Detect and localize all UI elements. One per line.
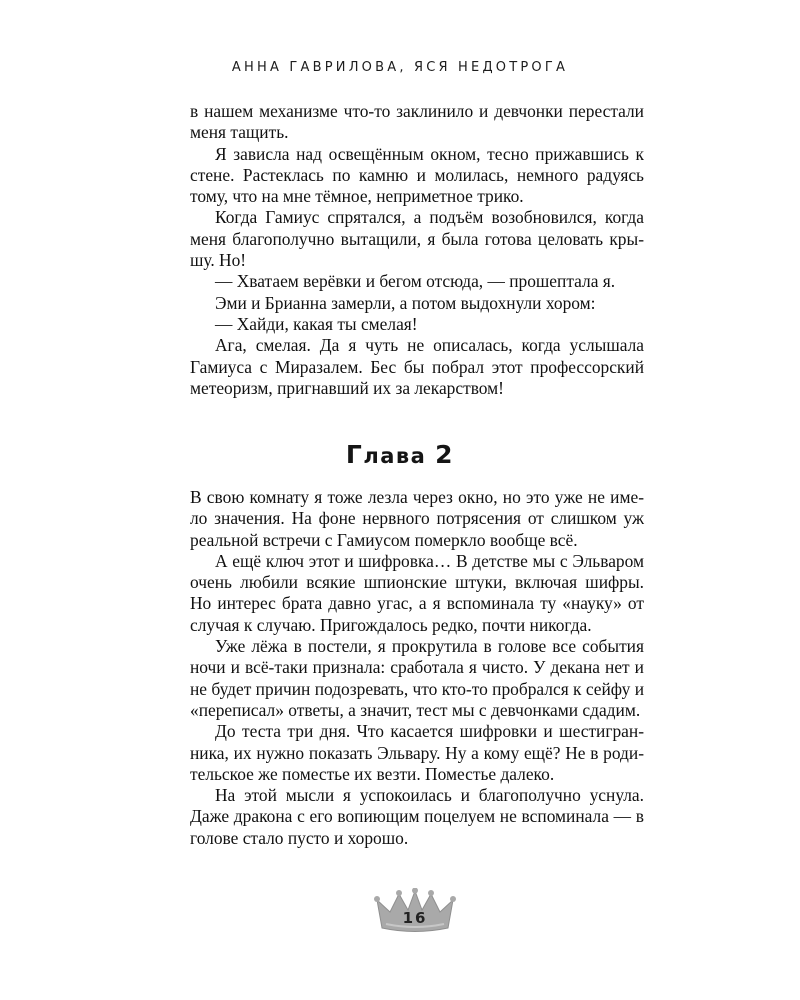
chapter-number: 2 [435,440,455,469]
running-head: АННА ГАВРИЛОВА, ЯСЯ НЕДОТРОГА [231,60,569,75]
folio [372,888,458,938]
body-text-top [190,101,644,399]
paragraph: Эми и Брианна замерли, а потом выдохнули хором: [215,292,596,313]
chapter-title-initial: Г [345,440,364,469]
paragraph: в нашем механизме что-то заклинило и девчонки перестали меня тащить. [190,101,644,143]
chapter-title-rest: лава [363,444,427,468]
paragraph: Когда Гамиус спрятался, а подъём возобновился, когда меня благополучно вытащили, я была готова целовать крышу. Но! [190,207,644,271]
paragraph: До теста три дня. Что касается шифровки и шестигранника, их нужно показать Эльвару. Ну а кому ещё? Не в родительское же поместье их везти. Поместье далеко. [190,721,644,784]
page-number: 16 [402,909,428,927]
paragraph: Уже лёжа в постели, я прокрутила в голове все события ночи и всё-таки признала: сработала я чисто. У декана нет и не будет причин подозревать, что кто-то пробрался к сейфу и «переписал» ответы, а значит, тест мы с девчонками сдадим. [190,636,644,720]
paragraph: На этой мысли я успокоилась и благополучно уснула. Даже дракона с его вопиющим поцелуем не вспоминала — в голове стало пусто и хорошо. [190,785,644,848]
body-text-bottom [190,487,644,849]
chapter-title [0,440,800,469]
paragraph: А ещё ключ этот и шифровка… В детстве мы с Эльваром очень любили всякие шпионские штуки, включая шифры. Но интерес брата давно угас, а я вспоминала ту «науку» от случая к случаю. Пригождалось редко, почти никогда. [190,550,644,635]
dialogue-line: — Хватаем верёвки и бегом отсюда, — прошептала я. [215,271,616,292]
paragraph: В свою комнату я тоже лезла через окно, но это уже не имело значения. На фоне нервного потрясения от слишком уж реальной встречи с Гамиусом померкло вообще всё. [190,487,644,550]
paragraph: Я зависла над освещённым окном, тесно прижавшись к стене. Растеклась по камню и молилась, немного радуясь тому, что на мне тёмное, неприметное трико. [190,143,644,207]
paragraph: Ага, смелая. Да я чуть не описалась, когда услышала Гамиуса с Миразалем. Бес бы побрал этот профессорский метеоризм, пригнавший их за лекарством! [190,335,644,398]
dialogue-line: — Хайди, какая ты смелая! [215,313,418,334]
